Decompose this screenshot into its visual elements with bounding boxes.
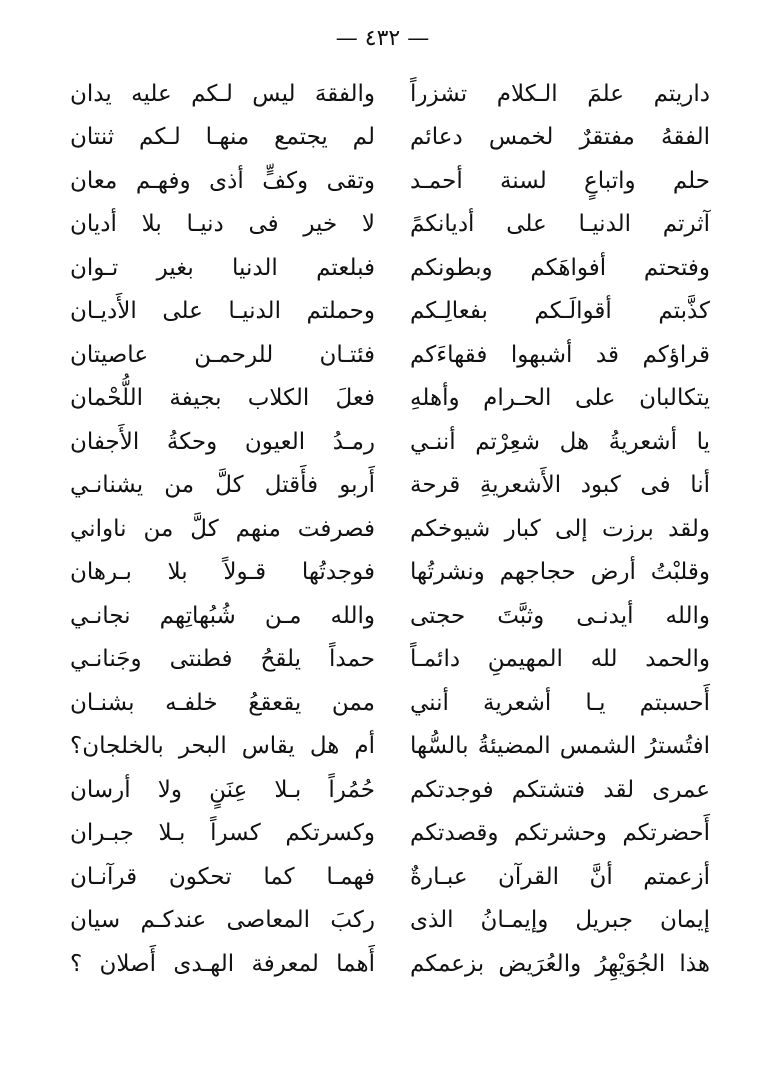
verse-second-hemistich: وتقى وكفٍّ أذى وفهـم معان <box>70 167 375 194</box>
verse-first-hemistich: كذَّبتم أقوالَـكم بفعالِـكم <box>410 298 710 325</box>
verse-row <box>70 638 710 682</box>
verse-first-hemistich: أنا فى كبود الأَشعريةِ قرحة <box>410 472 710 499</box>
verse-second-hemistich: أم هل يقاس البحر بالخلجان؟ <box>70 733 375 760</box>
verse-first-hemistich: الفقهُ مفتقرٌ لخمس دعائم <box>410 124 710 151</box>
verse-row <box>70 333 710 377</box>
verse-row <box>70 855 710 899</box>
verse-row <box>70 725 710 769</box>
verse-first-hemistich: آثرتم الدنيـا على أديانكمً <box>410 211 710 238</box>
verse-second-hemistich: ركبَ المعاصى عندكـم سيان <box>70 907 375 934</box>
verse-row <box>70 377 710 421</box>
verse-second-hemistich: وحملتم الدنيـا على الأَديـان <box>70 298 375 325</box>
verse-first-hemistich: افتُسترُ الشمس المضيئةُ بالسُّها <box>410 733 710 760</box>
verse-row <box>70 942 710 986</box>
verse-second-hemistich: فبلعتم الدنيا بغير تـوان <box>70 254 375 281</box>
verse-second-hemistich: والله مـن شُبُهاتِهم نجانـي <box>70 602 375 629</box>
verse-first-hemistich: أَحضرتكم وحشرتكم وقصدتكم <box>410 820 710 847</box>
verse-second-hemistich: فئتـان للرحمـن عاصيتان <box>70 341 375 368</box>
verse-row <box>70 464 710 508</box>
verse-first-hemistich: داريتم علمَ الـكلام تشزراً <box>410 80 710 107</box>
verse-row <box>70 768 710 812</box>
verse-row <box>70 812 710 856</box>
verse-second-hemistich: لم يجتمع منهـا لـكم ثنتان <box>70 124 375 151</box>
verse-second-hemistich: فوجدتُها قـولاً بلا بـرهان <box>70 559 375 586</box>
verse-second-hemistich: حُمُراً بـلا عِنَنٍ ولا أرسان <box>70 776 375 803</box>
verse-first-hemistich: إيمان جبريل وإيمـانُ الذى <box>410 907 710 934</box>
verse-first-hemistich: أَحسبتم يـا أشعرية أنني <box>410 689 710 716</box>
verse-row <box>70 899 710 943</box>
verse-first-hemistich: ولقد برزت إلى كبار شيوخكم <box>410 515 710 542</box>
verse-second-hemistich: فهمـا كما تحكون قرآنـان <box>70 863 375 890</box>
verse-second-hemistich: أَربو فأَقتل كلَّ من يشنانـي <box>70 472 375 499</box>
verse-second-hemistich: أَهما لمعرفة الهـدى أَصلان ؟ <box>70 950 375 977</box>
verse-second-hemistich: رمـدُ العيون وحكةُ الأَجفان <box>70 428 375 455</box>
verse-first-hemistich: أزعمتم أنَّ القرآن عبـارةٌ <box>410 863 710 890</box>
verse-second-hemistich: حمداً يلقحُ فطنتى وجَنانـي <box>70 646 375 673</box>
verse-row <box>70 116 710 160</box>
verse-row <box>70 681 710 725</box>
verse-first-hemistich: حلم واتباعٍ لسنة أحمـد <box>410 167 710 194</box>
verse-first-hemistich: قراؤكم قد أشبهوا فقهاءَكم <box>410 341 710 368</box>
verse-second-hemistich: وكسرتكم كسراً بـلا جبـران <box>70 820 375 847</box>
verse-second-hemistich: ممن يقعقعُ خلفـه بشنـان <box>70 689 375 716</box>
page-number: — ٤٣٢ — <box>335 26 430 51</box>
verse-first-hemistich: والحمد لله المهيمنِ دائمـاً <box>410 646 710 673</box>
verse-first-hemistich: هذا الجُوَيْهِرُ والعُرَيض بزعمكم <box>410 950 710 977</box>
verse-row <box>70 594 710 638</box>
verse-second-hemistich: فعلَ الكلاب بجيفة اللُّحْمان <box>70 385 375 412</box>
verse-row <box>70 507 710 551</box>
verse-row <box>70 290 710 334</box>
verse-row <box>70 72 710 116</box>
verse-row <box>70 246 710 290</box>
verse-first-hemistich: والله أيدنـى وثبَّتَ حجتى <box>410 602 710 629</box>
verse-second-hemistich: والفقهَ ليس لـكم عليه يدان <box>70 80 375 107</box>
verse-first-hemistich: وقلبْتُ أرض حجاجهم ونشرتُها <box>410 559 710 586</box>
poem-verses <box>70 72 710 986</box>
verse-second-hemistich: فصرفت منهم كلَّ من ناواني <box>70 515 375 542</box>
verse-row <box>70 203 710 247</box>
verse-first-hemistich: يتكالبان على الحـرام وأهلهِ <box>410 385 710 412</box>
verse-row <box>70 420 710 464</box>
verse-row <box>70 159 710 203</box>
verse-row <box>70 551 710 595</box>
verse-first-hemistich: وفتحتم أفواهَكم وبطونكم <box>410 254 710 281</box>
verse-second-hemistich: لا خير فى دنيـا بلا أديان <box>70 211 375 238</box>
verse-first-hemistich: يا أشعريةُ هل شعِرْتم أننـي <box>410 428 710 455</box>
verse-first-hemistich: عمرى لقد فتشتكم فوجدتكم <box>410 776 710 803</box>
